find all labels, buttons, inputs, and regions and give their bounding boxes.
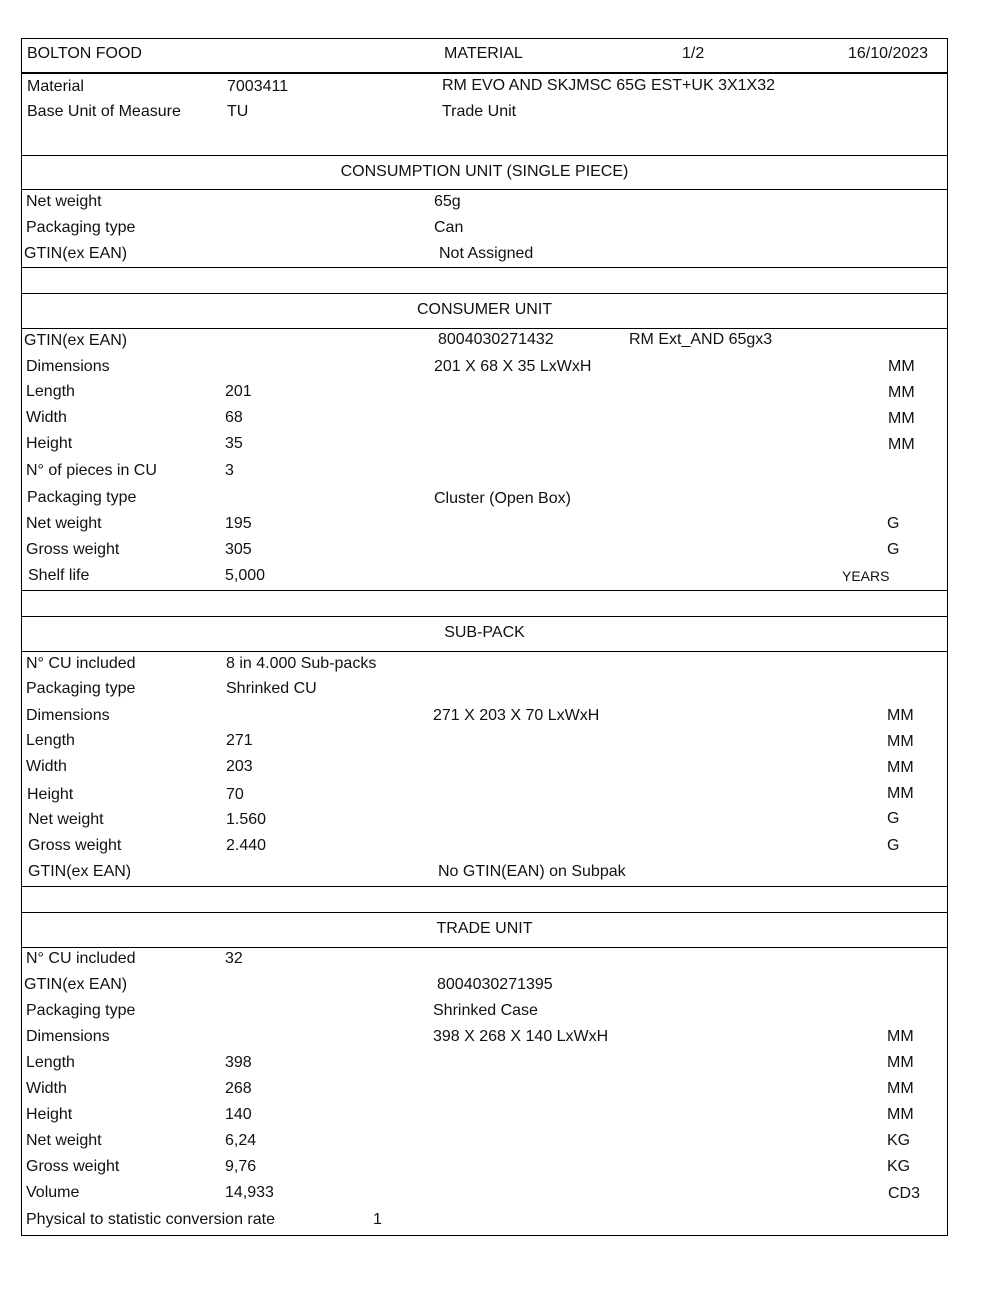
tu-packaging-value: Shrinked Case bbox=[433, 1002, 538, 1019]
tu-volume-value: 14,933 bbox=[225, 1184, 274, 1201]
cu-length-value: 201 bbox=[225, 383, 252, 400]
cons-net-weight-label: Net weight bbox=[26, 193, 102, 210]
tu-width-unit: MM bbox=[887, 1080, 914, 1097]
sp-packaging-label: Packaging type bbox=[26, 680, 136, 697]
sp-width-unit: MM bbox=[887, 759, 914, 776]
tu-gross-weight-unit: KG bbox=[887, 1158, 911, 1175]
section-divider bbox=[21, 590, 948, 591]
tu-volume-label: Volume bbox=[26, 1184, 80, 1201]
sp-packaging-value: Shrinked CU bbox=[226, 680, 317, 697]
material-code: 7003411 bbox=[227, 78, 289, 95]
tu-conversion-label: Physical to statistic conversion rate bbox=[26, 1211, 275, 1228]
tu-dimensions-unit: MM bbox=[887, 1028, 914, 1045]
sp-height-label: Height bbox=[27, 786, 74, 803]
cu-shelf-life-label: Shelf life bbox=[28, 567, 90, 584]
sp-width-label: Width bbox=[26, 758, 67, 775]
cu-width-unit: MM bbox=[888, 410, 915, 427]
sp-dimensions-value: 271 X 203 X 70 LxWxH bbox=[433, 707, 600, 724]
cu-pieces-label: N° of pieces in CU bbox=[26, 462, 157, 479]
section-divider bbox=[21, 912, 948, 913]
cu-net-weight-label: Net weight bbox=[26, 515, 102, 532]
sp-length-label: Length bbox=[26, 732, 75, 749]
cu-gross-weight-label: Gross weight bbox=[26, 541, 120, 558]
tu-height-label: Height bbox=[26, 1106, 73, 1123]
cons-packaging-label: Packaging type bbox=[26, 219, 136, 236]
tu-dimensions-value: 398 X 268 X 140 LxWxH bbox=[433, 1028, 609, 1045]
cu-net-weight-unit: G bbox=[887, 515, 900, 532]
tu-packaging-label: Packaging type bbox=[26, 1002, 136, 1019]
section-divider bbox=[21, 267, 948, 268]
tu-length-label: Length bbox=[26, 1054, 75, 1071]
company-name: BOLTON FOOD bbox=[27, 45, 142, 62]
sp-cu-included-value: 8 in 4.000 Sub-packs bbox=[226, 655, 377, 672]
cu-gtin-description: RM Ext_AND 65gx3 bbox=[629, 331, 773, 348]
tu-cu-included-value: 32 bbox=[225, 950, 243, 967]
tu-conversion-value: 1 bbox=[373, 1211, 382, 1228]
cons-gtin-label: GTIN(ex EAN) bbox=[24, 245, 128, 262]
tu-length-unit: MM bbox=[887, 1054, 914, 1071]
sp-length-unit: MM bbox=[887, 733, 914, 750]
section-divider bbox=[21, 328, 948, 329]
sp-net-weight-unit: G bbox=[887, 810, 900, 827]
cu-packaging-value: Cluster (Open Box) bbox=[434, 490, 571, 507]
material-label: Material bbox=[27, 78, 84, 95]
sp-gtin-value: No GTIN(EAN) on Subpak bbox=[438, 863, 626, 880]
document-type: MATERIAL bbox=[444, 45, 523, 62]
cons-net-weight-value: 65g bbox=[434, 193, 461, 210]
cu-gross-weight-value: 305 bbox=[225, 541, 252, 558]
sub-pack-title: SUB-PACK bbox=[444, 624, 525, 641]
cu-gross-weight-unit: G bbox=[887, 541, 900, 558]
cu-width-label: Width bbox=[26, 409, 67, 426]
consumption-unit-title: CONSUMPTION UNIT (SINGLE PIECE) bbox=[340, 163, 629, 180]
cons-packaging-value: Can bbox=[434, 219, 464, 236]
sp-height-value: 70 bbox=[226, 786, 244, 803]
section-divider bbox=[21, 293, 948, 294]
cu-length-label: Length bbox=[26, 383, 75, 400]
base-unit-description: Trade Unit bbox=[442, 103, 517, 120]
tu-net-weight-label: Net weight bbox=[26, 1132, 102, 1149]
section-divider bbox=[21, 616, 948, 617]
sp-dimensions-label: Dimensions bbox=[26, 707, 110, 724]
section-divider bbox=[21, 947, 948, 948]
cu-dimensions-value: 201 X 68 X 35 LxWxH bbox=[434, 358, 592, 375]
tu-gtin-label: GTIN(ex EAN) bbox=[24, 976, 128, 993]
sp-gtin-label: GTIN(ex EAN) bbox=[28, 863, 132, 880]
sp-gross-weight-unit: G bbox=[887, 837, 900, 854]
tu-cu-included-label: N° CU included bbox=[26, 950, 136, 967]
tu-width-value: 268 bbox=[225, 1080, 252, 1097]
tu-height-value: 140 bbox=[225, 1106, 252, 1123]
sp-net-weight-label: Net weight bbox=[28, 811, 104, 828]
cu-width-value: 68 bbox=[225, 409, 243, 426]
tu-gross-weight-label: Gross weight bbox=[26, 1158, 120, 1175]
section-divider bbox=[21, 886, 948, 887]
sp-height-unit: MM bbox=[887, 785, 914, 802]
cu-dimensions-unit: MM bbox=[888, 358, 915, 375]
tu-length-value: 398 bbox=[225, 1054, 252, 1071]
sp-gross-weight-label: Gross weight bbox=[28, 837, 122, 854]
sp-net-weight-value: 1.560 bbox=[226, 811, 267, 828]
trade-unit-title: TRADE UNIT bbox=[436, 920, 533, 937]
cu-shelf-life-value: 5,000 bbox=[225, 567, 266, 584]
tu-dimensions-label: Dimensions bbox=[26, 1028, 110, 1045]
base-unit-label: Base Unit of Measure bbox=[27, 103, 181, 120]
cu-net-weight-value: 195 bbox=[225, 515, 252, 532]
cu-dimensions-label: Dimensions bbox=[26, 358, 110, 375]
consumer-unit-title: CONSUMER UNIT bbox=[416, 301, 553, 318]
cu-packaging-label: Packaging type bbox=[27, 489, 137, 506]
tu-volume-unit: CD3 bbox=[888, 1185, 921, 1202]
document-date: 16/10/2023 bbox=[848, 45, 929, 62]
base-unit-code: TU bbox=[227, 103, 249, 120]
tu-height-unit: MM bbox=[887, 1106, 914, 1123]
tu-gtin-value: 8004030271395 bbox=[437, 976, 553, 993]
cu-length-unit: MM bbox=[888, 384, 915, 401]
section-divider bbox=[21, 651, 948, 652]
sp-length-value: 271 bbox=[226, 732, 253, 749]
sp-dimensions-unit: MM bbox=[887, 707, 914, 724]
cu-height-value: 35 bbox=[225, 435, 243, 452]
sp-cu-included-label: N° CU included bbox=[26, 655, 136, 672]
cu-pieces-value: 3 bbox=[225, 462, 234, 479]
tu-net-weight-value: 6,24 bbox=[225, 1132, 257, 1149]
cu-height-unit: MM bbox=[888, 436, 915, 453]
sp-width-value: 203 bbox=[226, 758, 253, 775]
sp-gross-weight-value: 2.440 bbox=[226, 837, 267, 854]
cu-gtin-label: GTIN(ex EAN) bbox=[24, 332, 128, 349]
tu-net-weight-unit: KG bbox=[887, 1132, 911, 1149]
tu-width-label: Width bbox=[26, 1080, 67, 1097]
section-divider bbox=[21, 155, 948, 156]
header-divider bbox=[21, 72, 948, 74]
material-description: RM EVO AND SKJMSC 65G EST+UK 3X1X32 bbox=[442, 77, 776, 94]
page-number: 1/2 bbox=[682, 45, 705, 62]
cons-gtin-value: Not Assigned bbox=[439, 245, 534, 262]
cu-height-label: Height bbox=[26, 435, 73, 452]
cu-shelf-life-unit: YEARS bbox=[842, 568, 890, 584]
cu-gtin-value: 8004030271432 bbox=[438, 331, 554, 348]
section-divider bbox=[21, 189, 948, 190]
tu-gross-weight-value: 9,76 bbox=[225, 1158, 257, 1175]
